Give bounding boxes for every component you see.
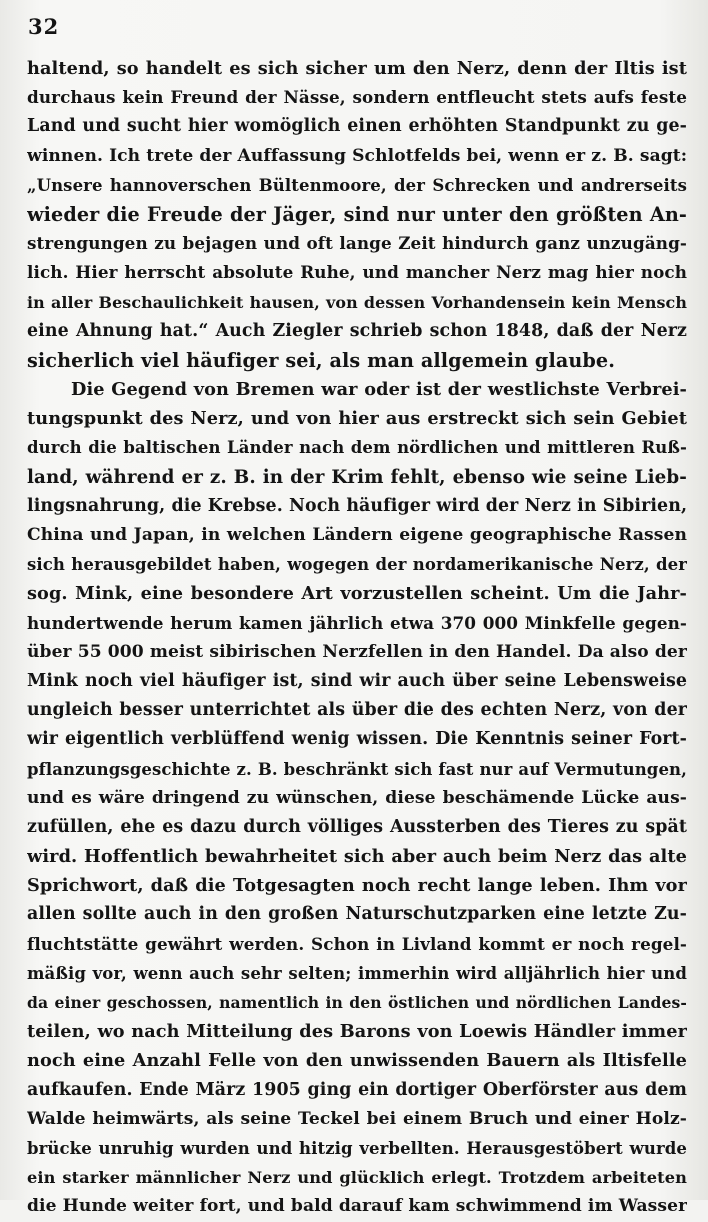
text-line: sich herausgebildet haben, wogegen der nordamerikanische Nerz, der xyxy=(27,555,687,575)
text-line: sicherlich viel häufiger sei, als man allgemein glaube. xyxy=(27,348,616,372)
text-line: „Unsere hannoverschen Bültenmoore, der Schrecken und andrerseits xyxy=(27,175,687,195)
text-line: in aller Beschaulichkeit hausen, von dessen Vorhandensein kein Mensch xyxy=(27,292,687,312)
text-line: allen sollte auch in den großen Naturschutzparken eine letzte Zu- xyxy=(27,904,687,925)
page-number: 32 xyxy=(28,14,60,39)
text-line: da einer geschossen, namentlich in den östlichen und nördlichen Landes- xyxy=(27,993,687,1012)
text-line: und es wäre dringend zu wünschen, diese beschämende Lücke aus- xyxy=(27,787,687,808)
text-line: China und Japan, in welchen Ländern eigene geographische Rassen xyxy=(27,525,687,545)
text-line: noch eine Anzahl Felle von den unwissenden Bauern als Iltisfelle xyxy=(27,1050,687,1072)
text-line: ungleich besser unterrichtet als über die des echten Nerz, von der xyxy=(27,700,687,721)
text-line: land, während er z. B. in der Krim fehlt, ebenso wie seine Lieb- xyxy=(27,466,687,488)
text-line: über 55 000 meist sibirischen Nerzfellen in den Handel. Da also der xyxy=(27,641,687,662)
text-line: durchaus kein Freund der Nässe, sondern entfleucht stets aufs feste xyxy=(27,87,687,108)
text-line: zufüllen, ehe es dazu durch völliges Aussterben des Tieres zu spät xyxy=(27,816,687,837)
text-line: Sprichwort, daß die Totgesagten noch recht lange leben. Ihm vor xyxy=(27,875,687,897)
text-line: wieder die Freude der Jäger, sind nur unter den größten An- xyxy=(27,202,687,226)
text-line: Die Gegend von Bremen war oder ist der westlichste Verbrei- xyxy=(71,379,687,401)
text-line: mäßig vor, wenn auch sehr selten; immerhin wird alljährlich hier und xyxy=(27,963,687,983)
text-line: strengungen zu bejagen und oft lange Zeit hindurch ganz unzugäng- xyxy=(27,233,687,254)
text-line: ein starker männlicher Nerz und glücklich erlegt. Trotzdem arbeiteten xyxy=(27,1168,687,1188)
text-line: Walde heimwärts, als seine Teckel bei einem Bruch und einer Holz- xyxy=(27,1108,687,1129)
text-line: teilen, wo nach Mitteilung des Barons von Loewis Händler immer xyxy=(27,1021,687,1043)
text-line: lich. Hier herrscht absolute Ruhe, und mancher Nerz mag hier noch xyxy=(27,262,687,283)
text-line: hundertwende herum kamen jährlich etwa 370 000 Minkfelle gegen- xyxy=(27,612,687,633)
text-line: sog. Mink, eine besondere Art vorzustellen scheint. Um die Jahr- xyxy=(27,583,687,605)
text-line: eine Ahnung hat.“ Auch Ziegler schrieb schon 1848, daß der Nerz xyxy=(27,320,687,341)
text-line: wir eigentlich verblüffend wenig wissen. Die Kenntnis seiner Fort- xyxy=(27,729,687,750)
text-line: wird. Hoffentlich bewahrheitet sich aber auch beim Nerz das alte xyxy=(27,846,687,868)
text-line: brücke unruhig wurden und hitzig verbellten. Herausgestöbert wurde xyxy=(27,1138,687,1158)
text-line: pflanzungsgeschichte z. B. beschränkt sich fast nur auf Vermutungen, xyxy=(27,759,687,779)
text-line: die Hunde weiter fort, und bald darauf kam schwimmend im Wasser xyxy=(27,1196,687,1217)
text-line: durch die baltischen Länder nach dem nördlichen und mittleren Ruß- xyxy=(27,438,687,458)
text-line: Land und sucht hier womöglich einen erhöhten Standpunkt zu ge- xyxy=(27,116,687,137)
text-line: aufkaufen. Ende März 1905 ging ein dortiger Oberförster aus dem xyxy=(27,1079,687,1100)
body-text xyxy=(27,54,687,1222)
text-line: haltend, so handelt es sich sicher um den Nerz, denn der Iltis ist xyxy=(27,58,687,79)
text-line: Mink noch viel häufiger ist, sind wir auch über seine Lebensweise xyxy=(27,670,687,691)
text-line: tungspunkt des Nerz, und von hier aus erstreckt sich sein Gebiet xyxy=(27,408,687,430)
text-line: winnen. Ich trete der Auffassung Schlotfelds bei, wenn er z. B. sagt: xyxy=(27,145,687,166)
text-line: fluchtstätte gewährt werden. Schon in Livland kommt er noch regel- xyxy=(27,933,687,954)
text-line: lingsnahrung, die Krebse. Noch häufiger wird der Nerz in Sibirien, xyxy=(27,495,687,516)
